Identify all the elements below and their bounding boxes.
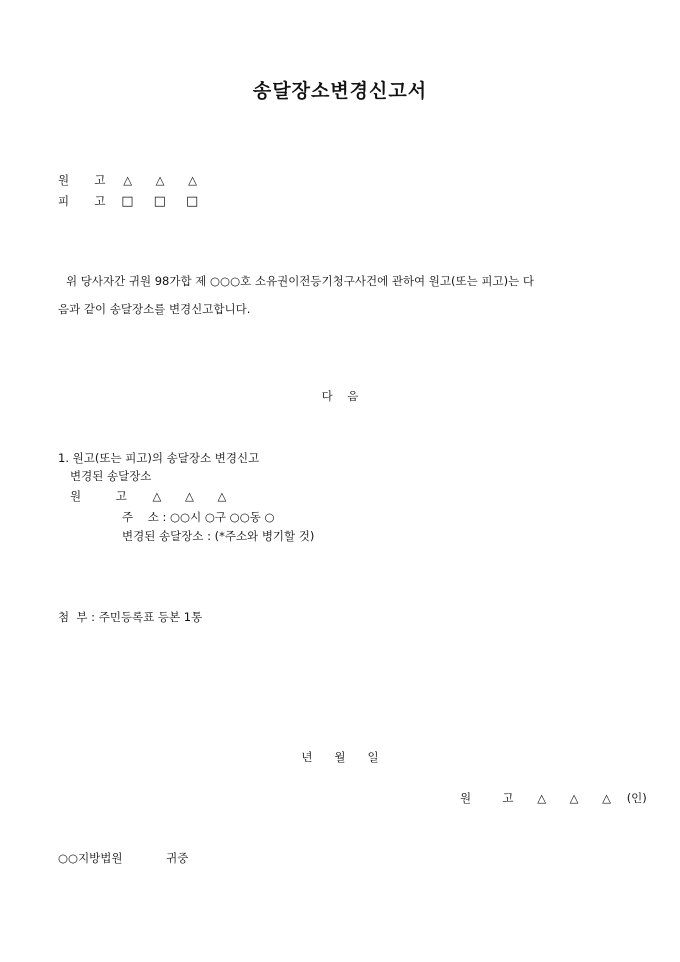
court-line <box>58 853 188 865</box>
item1-party-label: 원 고 <box>70 489 131 503</box>
signature-label: 원 고 <box>460 791 522 805</box>
seal-mark: (인) <box>626 791 647 805</box>
plaintiff-name: △ △ △ <box>123 173 208 187</box>
defendant-name: □ □ □ <box>121 194 207 209</box>
signature-line <box>460 793 647 805</box>
attachment-line: 첨 부 : 주민등록표 등본 1통 <box>58 610 203 624</box>
defendant-line <box>58 195 206 208</box>
address-line: 주 소 : ○○시 ○구 ○○동 ○ <box>122 510 275 524</box>
signature-name: △ △ △ <box>537 791 622 805</box>
section-heading: 다 음 <box>321 389 359 403</box>
plaintiff-line <box>58 175 207 187</box>
defendant-label: 피 고 <box>58 194 112 208</box>
document-title: 송달장소변경신고서 <box>252 80 428 102</box>
court-name: ○○지방법원 <box>58 851 123 865</box>
plaintiff-label: 원 고 <box>58 173 112 187</box>
item1-sub-heading: 변경된 송달장소 <box>70 469 152 483</box>
court-suffix: 귀중 <box>166 851 189 865</box>
item1-party-name: △ △ △ <box>152 489 237 503</box>
body-line-2: 음과 같이 송달장소를 변경신고합니다. <box>58 302 251 316</box>
changed-place-line: 변경된 송달장소 : (*주소와 병기할 것) <box>122 529 315 543</box>
item1-party-line <box>70 491 236 503</box>
body-line-1: 위 당사자간 귀원 98가합 제 ○○○호 소유권이전등기청구사건에 관하여 원고(또는 피고)는 다 <box>66 274 534 288</box>
item1-heading: 1. 원고(또는 피고)의 송달장소 변경신고 <box>58 451 260 465</box>
date-line: 년 월 일 <box>301 750 379 764</box>
